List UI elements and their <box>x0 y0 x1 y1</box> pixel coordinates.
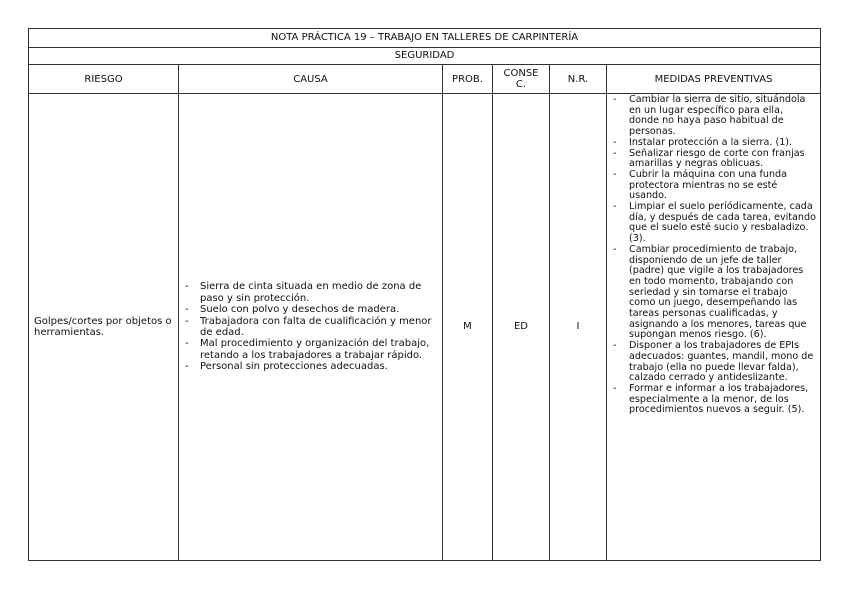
bullet-dash: - <box>185 281 189 293</box>
list-item <box>183 304 434 315</box>
medida-text: Disponer a los trabajadores de EPIs adecuados: guantes, mandil, mono de trabajo (ella no puede llevar falda), calzado cerrado y antideslizante. <box>629 340 814 384</box>
header-riesgo: RIESGO <box>29 65 179 94</box>
list-item <box>183 316 434 339</box>
causa-text: Personal sin protecciones adecuadas. <box>200 361 388 373</box>
list-item <box>183 338 434 361</box>
list-item <box>611 202 816 245</box>
medida-text: Cubrir la máquina con una funda protectora mientras no se esté usando. <box>629 168 788 202</box>
bullet-dash: - <box>185 304 189 316</box>
medida-text: Cambiar la sierra de sitio, situándola en un lugar específico para ella, donde no haya paso habitual de personas. <box>629 94 806 138</box>
section-row <box>29 48 821 65</box>
title-row <box>29 29 821 48</box>
medida-text: Cambiar procedimiento de trabajo, disponiendo de un jefe de taller (padre) que vigile a los trabajadores en todo momento, trabajando con seriedad y sin tomarse el trabajo como un juego, desempeñando las tareas personas cualificadas, y asignando a los menores, tareas que supongan menos riesgo. (6). <box>629 243 807 341</box>
causa-text: Sierra de cinta situada en medio de zona de paso y sin protección. <box>200 281 422 304</box>
list-item <box>611 341 816 384</box>
list-item <box>611 384 816 416</box>
list-item <box>183 281 434 304</box>
causa-text: Trabajadora con falta de cualificación y menor de edad. <box>200 315 432 338</box>
section-heading: SEGURIDAD <box>29 48 821 65</box>
document-title: NOTA PRÁCTICA 19 – TRABAJO EN TALLERES DE CARPINTERÍA <box>29 29 821 48</box>
bullet-dash: - <box>613 243 617 255</box>
medidas-cell <box>607 94 821 561</box>
list-item <box>611 245 816 341</box>
bullet-dash: - <box>613 340 617 352</box>
bullet-dash: - <box>613 94 617 105</box>
risk-assessment-table <box>28 28 821 561</box>
medidas-list <box>611 95 816 416</box>
bullet-dash: - <box>185 315 189 327</box>
causa-cell <box>179 94 443 561</box>
bullet-dash: - <box>613 168 617 180</box>
causa-list <box>183 281 434 372</box>
causa-text: Mal procedimiento y organización del trabajo, retando a los trabajadores a trabajar rápido. <box>200 338 430 361</box>
header-consec-line2: C. <box>515 79 527 90</box>
header-medidas: MEDIDAS PREVENTIVAS <box>607 65 821 94</box>
medida-text: Limpiar el suelo periódicamente, cada día, y después de cada tarea, evitando que el suelo esté sucio y resbaladizo. (3). <box>629 201 816 245</box>
list-item <box>611 170 816 202</box>
nr-cell: I <box>550 94 607 561</box>
header-consec <box>493 65 550 94</box>
header-causa: CAUSA <box>179 65 443 94</box>
bullet-dash: - <box>185 338 189 350</box>
list-item <box>611 95 816 138</box>
bullet-dash: - <box>613 136 617 148</box>
riesgo-cell: Golpes/cortes por objetos o herramientas. <box>29 94 179 561</box>
table-row <box>29 94 821 561</box>
prob-cell: M <box>443 94 493 561</box>
medida-text: Formar e informar a los trabajadores, especialmente a la menor, de los procedimientos nuevos a seguir. (5). <box>629 382 809 416</box>
consec-cell: ED <box>493 94 550 561</box>
medida-text: Señalizar riesgo de corte con franjas amarillas y negras oblicuas. <box>629 147 805 170</box>
medida-text: Instalar protección a la sierra. (1). <box>629 136 793 148</box>
header-nr: N.R. <box>550 65 607 94</box>
header-consec-line1: CONSE <box>503 68 539 79</box>
bullet-dash: - <box>613 147 617 159</box>
header-prob: PROB. <box>443 65 493 94</box>
causa-text: Suelo con polvo y desechos de madera. <box>200 304 400 316</box>
bullet-dash: - <box>613 201 617 213</box>
list-item <box>611 149 816 170</box>
list-item <box>183 361 434 372</box>
column-header-row <box>29 65 821 94</box>
bullet-dash: - <box>613 382 617 394</box>
bullet-dash: - <box>185 361 189 373</box>
